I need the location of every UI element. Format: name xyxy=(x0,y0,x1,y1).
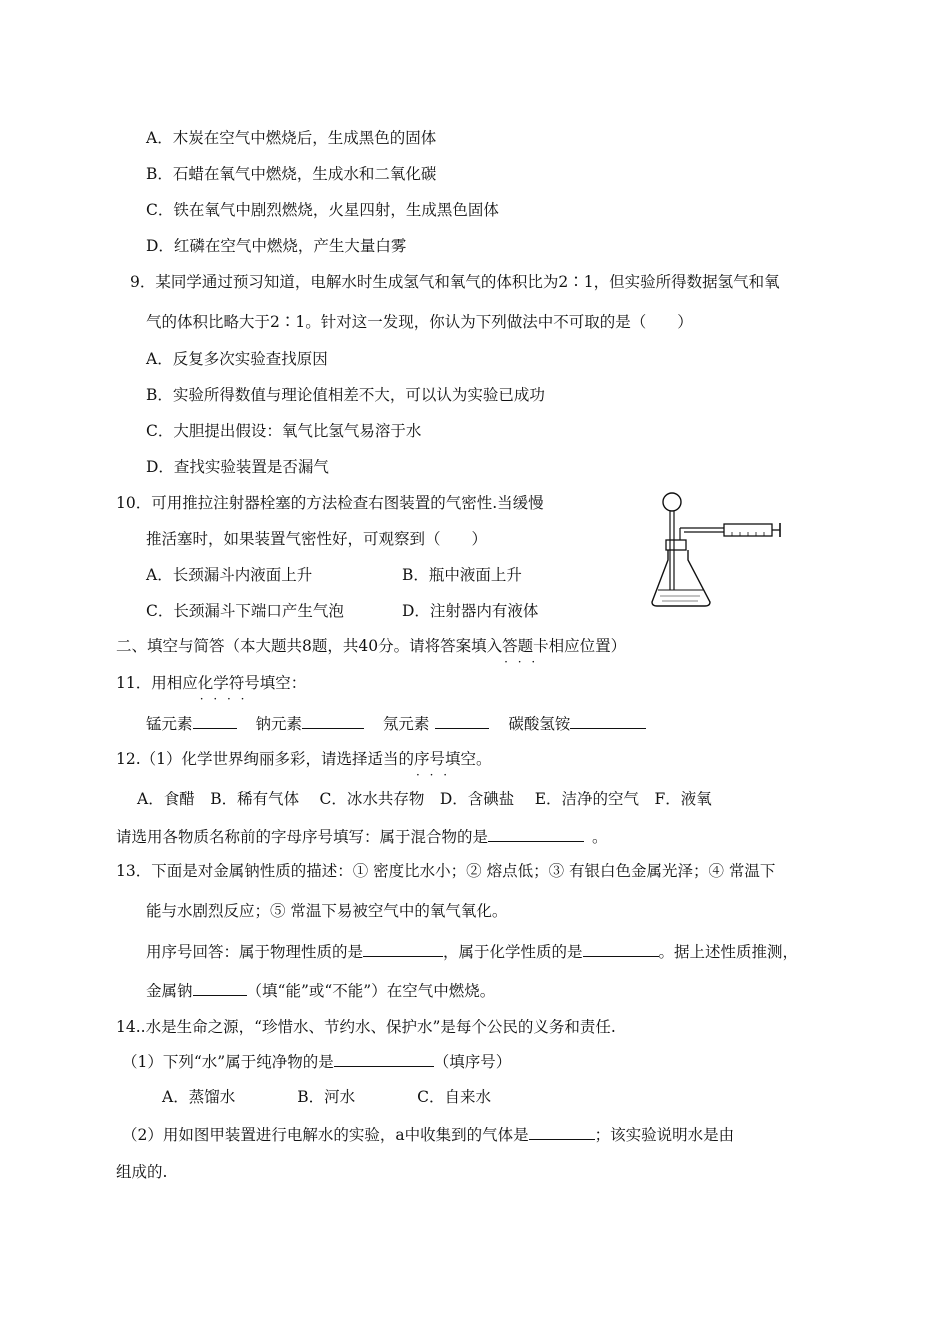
q9-option-c: C．大胆提出假设：氧气比氢气易溶于水 xyxy=(146,422,422,440)
neon-answer-blank[interactable] xyxy=(435,712,489,729)
q13-question-line2: 金属钠 （填“能”或“不能”）在空气中燃烧。 xyxy=(146,979,495,1001)
manganese-answer-blank[interactable] xyxy=(193,712,237,729)
q8-option-a: A．木炭在空气中燃烧后，生成黑色的固体 xyxy=(146,129,437,147)
q10-option-d: D．注射器内有液体 xyxy=(402,602,539,620)
chemical-property-blank[interactable] xyxy=(583,940,659,957)
q8-option-b: B．石蜡在氧气中燃烧，生成水和二氧化碳 xyxy=(146,165,437,183)
apparatus-figure xyxy=(648,490,784,608)
pure-substance-answer-blank[interactable] xyxy=(334,1050,434,1067)
rubber-stopper xyxy=(666,540,686,550)
q9-option-b: B．实验所得数值与理论值相差不大，可以认为实验已成功 xyxy=(146,386,545,404)
section2-heading: 二、填空与简答（本大题共8题，共40分。请将答案填入答题卡 · · ·相应位置） xyxy=(116,636,626,656)
physical-property-blank[interactable] xyxy=(363,940,443,957)
q12-question: 请选用各物质名称前的字母序号填写：属于混合物的是 。 xyxy=(116,825,608,847)
funnel-bulb xyxy=(663,493,681,511)
mixture-answer-blank[interactable] xyxy=(488,825,584,842)
q14-part1-options: A．蒸馏水 B．河水 C．自来水 xyxy=(162,1088,491,1106)
q13-stem-line1: 13．下面是对金属钠性质的描述：① 密度比水小；② 熔点低；③ 有银白色金属光泽；④ 常温下 xyxy=(116,862,776,880)
q9-stem-line2: 气的体积比略大于2∶1。针对这一发现，你认为下列做法中不可取的是（ ） xyxy=(146,313,693,331)
conical-flask xyxy=(652,550,710,606)
q9-option-d: D．查找实验装置是否漏气 xyxy=(146,458,329,476)
q14-part2-question: （2）用如图甲装置进行电解水的实验，a中收集到的气体是 ；该实验说明水是由 xyxy=(122,1123,734,1145)
q10-stem-line2: 推活塞时，如果装置气密性好，可观察到（ ） xyxy=(146,530,488,548)
q12-options: A．食醋 B．稀有气体 C．冰水共存物 D．含碘盐 E．洁净的空气 F．液氧 xyxy=(137,790,712,808)
sodium-answer-blank[interactable] xyxy=(302,712,364,729)
q9-stem-line1: 9．某同学通过预习知道，电解水时生成氢气和氧气的体积比为2∶1，但实验所得数据氢气和氧 xyxy=(130,273,780,291)
q14-stem: 14..水是生命之源，“珍惜水、节约水、保护水”是每个公民的义务和责任. xyxy=(116,1018,616,1036)
q8-option-c: C．铁在氧气中剧烈燃烧，火星四射，生成黑色固体 xyxy=(146,201,499,219)
q10-option-a: A．长颈漏斗内液面上升 xyxy=(146,566,313,584)
q14-part1-question: （1）下列“水”属于纯净物的是 （填序号） xyxy=(122,1050,511,1072)
q12-stem: 12.（1）化学世界绚丽多彩，请选择适当的序号 · · ·填空。 xyxy=(116,749,492,769)
q9-option-a: A．反复多次实验查找原因 xyxy=(146,350,328,368)
q10-stem-line1: 10．可用推拉注射器栓塞的方法检查右图装置的气密性.当缓慢 xyxy=(116,494,544,512)
q11-stem: 11．用相应化学符号 · · · ·填空： xyxy=(116,673,306,693)
q13-question-line1: 用序号回答：属于物理性质的是 ，属于化学性质的是 。据上述性质推测， xyxy=(146,940,798,962)
gas-a-answer-blank[interactable] xyxy=(529,1123,595,1140)
q8-option-d: D．红磷在空气中燃烧，产生大量白雾 xyxy=(146,237,407,255)
ammonium-bicarbonate-answer-blank[interactable] xyxy=(570,712,646,729)
q13-stem-line2: 能与水剧烈反应；⑤ 常温下易被空气中的氧气氧化。 xyxy=(146,902,508,920)
combustion-answer-blank[interactable] xyxy=(193,979,247,996)
q10-option-b: B．瓶中液面上升 xyxy=(402,566,522,584)
q11-fill-row: 锰元素 钠元素 氖元素 碳酸氢铵 xyxy=(146,712,646,734)
q14-part2-end: 组成的. xyxy=(116,1163,168,1181)
q10-option-c: C．长颈漏斗下端口产生气泡 xyxy=(146,602,344,620)
